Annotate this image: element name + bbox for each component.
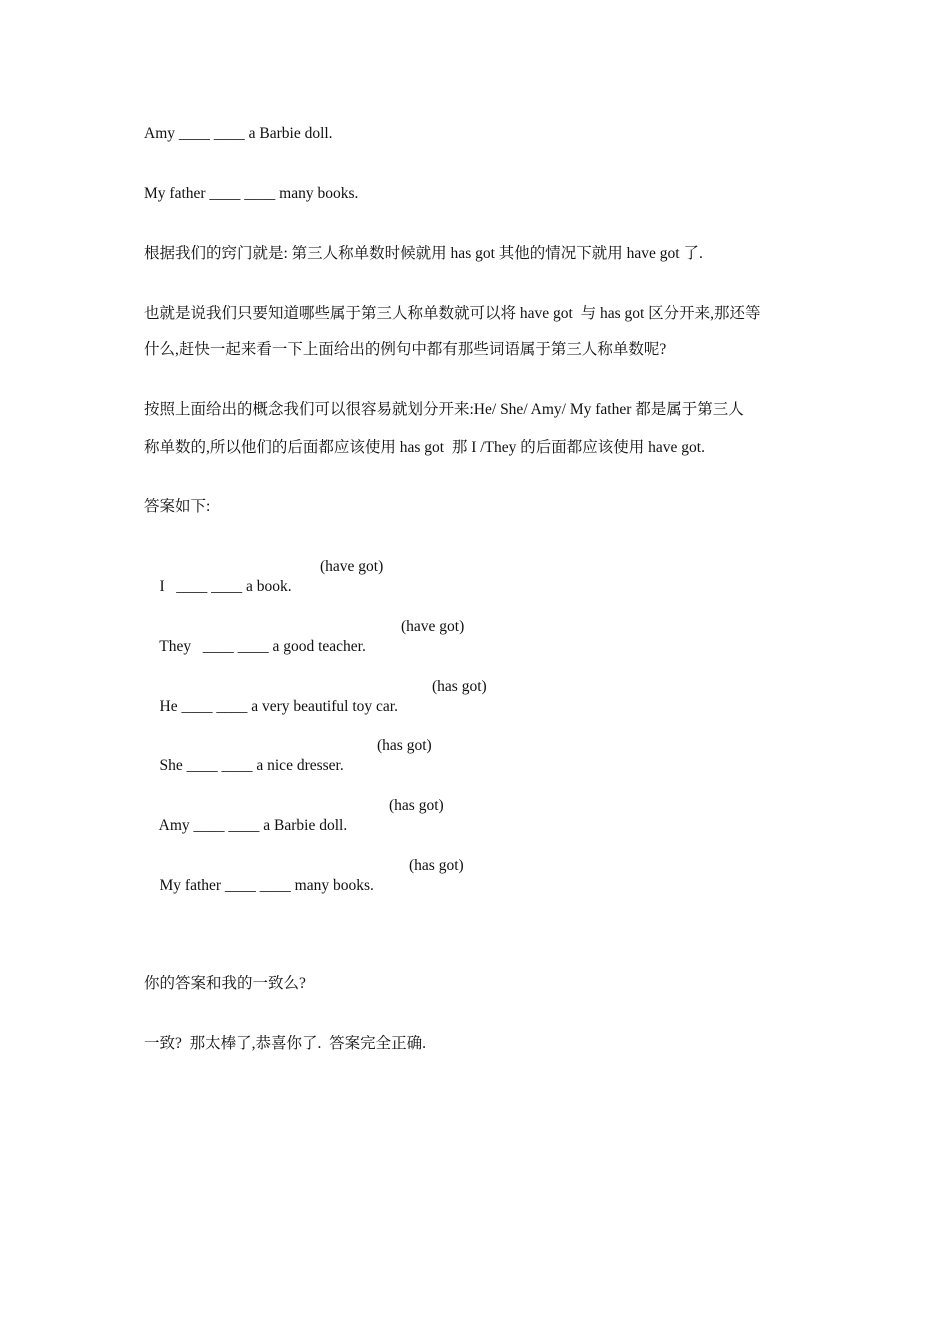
- answer-hint: (has got): [377, 737, 432, 754]
- answer-sentence: She ____ ____ a nice dresser.: [159, 757, 344, 774]
- answer-line: [144, 856, 464, 936]
- explanation-line-4: 称单数的,所以他们的后面都应该使用 has got 那 I /They 的后面都应该使用 have got.: [144, 439, 705, 456]
- answer-hint: (has got): [432, 678, 487, 695]
- answer-hint: (have got): [320, 558, 384, 575]
- answer-sentence: He ____ ____ a very beautiful toy car.: [159, 698, 398, 715]
- explanation-line-2: 什么,赶快一起来看一下上面给出的例句中都有那些词语属于第三人称单数呢?: [144, 341, 667, 358]
- exercise-line-father: My father ____ ____ many books.: [144, 185, 359, 202]
- answer-sentence: I ____ ____ a book.: [159, 578, 292, 595]
- question-line: 你的答案和我的一致么?: [144, 975, 306, 992]
- answer-sentence: They ____ ____ a good teacher.: [159, 638, 366, 655]
- explanation-line-1: 也就是说我们只要知道哪些属于第三人称单数就可以将 have got 与 has got 区分开来,那还等: [144, 305, 761, 322]
- answers-heading: 答案如下:: [144, 498, 211, 515]
- answer-sentence: My father ____ ____ many books.: [159, 877, 374, 894]
- answer-hint: (have got): [401, 618, 465, 635]
- exercise-line-amy: Amy ____ ____ a Barbie doll.: [144, 125, 333, 142]
- answer-hint: (has got): [409, 857, 464, 874]
- tip-paragraph: 根据我们的窍门就是: 第三人称单数时候就用 has got 其他的情况下就用 have got 了.: [144, 245, 703, 262]
- answer-sentence: Amy ____ ____ a Barbie doll.: [158, 817, 348, 834]
- explanation-line-3: 按照上面给出的概念我们可以很容易就划分开来:He/ She/ Amy/ My father 都是属于第三人: [144, 401, 744, 418]
- answer-hint: (has got): [389, 797, 444, 814]
- closing-line: 一致? 那太棒了,恭喜你了. 答案完全正确.: [144, 1035, 427, 1052]
